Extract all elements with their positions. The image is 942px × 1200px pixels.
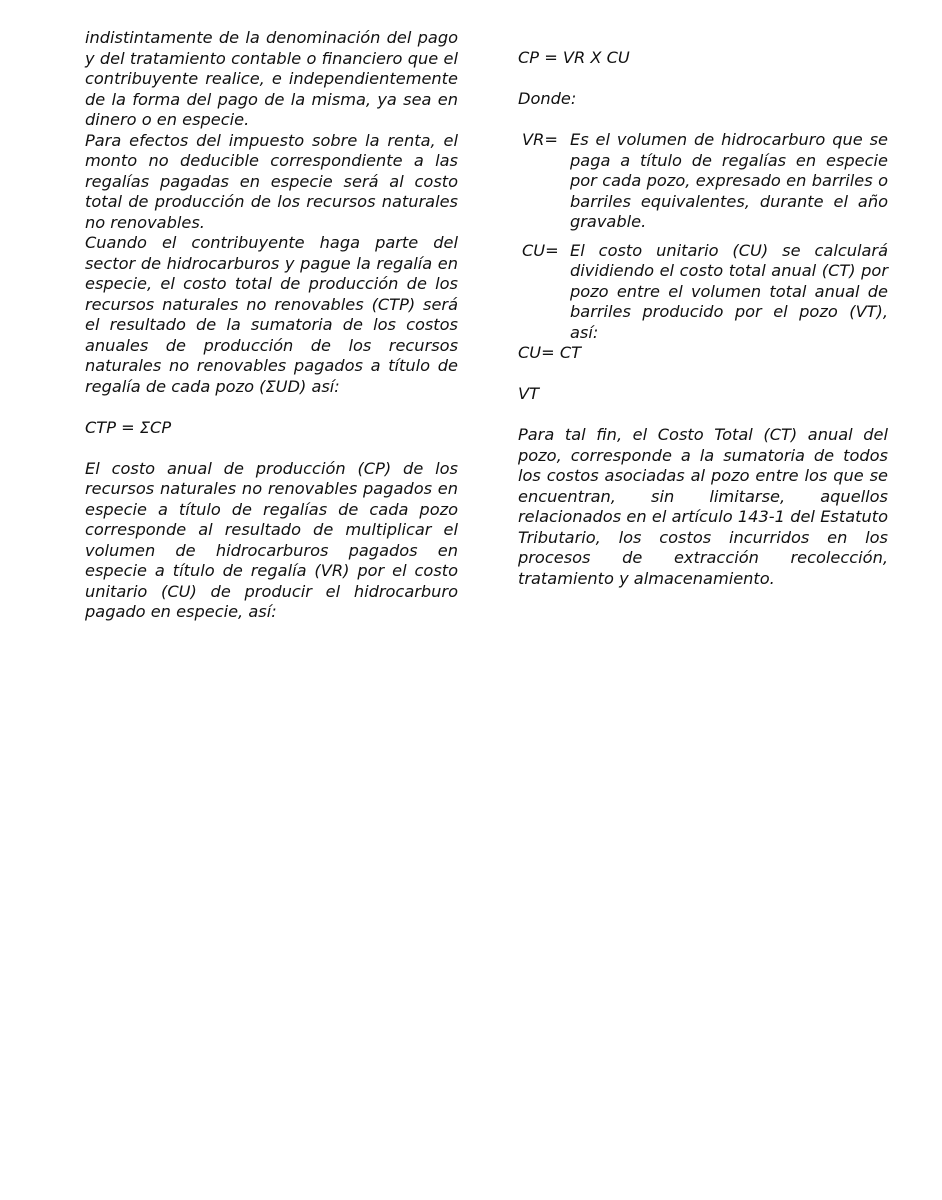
formula-cu-numerator: CU= CT (518, 343, 582, 362)
paragraph-non-deductible-amount: Para efectos del impuesto sobre la renta, el monto no deducible correspondiente a las regalías pagadas en especie será al costo total de producción de los recursos naturales no renovables. (85, 130, 458, 232)
spacer (518, 405, 888, 426)
definition-text: El costo unitario (CU) se calculará dividiendo el costo total anual (CT) por pozo entre el volumen total anual de barriles producido por el pozo (VT), así: (570, 240, 888, 342)
formula-cp: CP = VR X CU (518, 48, 630, 67)
spacer (518, 364, 888, 385)
spacer (85, 397, 458, 418)
definition-vr (522, 130, 888, 233)
paragraph-payment-denomination: indistintamente de la denominación del pago y del tratamiento contable o financiero que el contribuyente realice, e independientemente de la forma del pago de la misma, ya sea en dinero o en especie. (85, 28, 458, 129)
paragraph-hydrocarbon-sector: Cuando el contribuyente haga parte del sector de hidrocarburos y pague la regalía en especie, el costo total de producción de los recursos naturales no renovables (CTP) será el resultado de la sumatoria de los costos anuales de producción de los recursos naturales no renovables pagados a título de regalía de cada pozo (ΣUD) así: (85, 233, 458, 396)
donde-label: Donde: (518, 89, 577, 108)
paragraph-annual-production-cost: El costo anual de producción (CP) de los recursos naturales no renovables pagados en especie a título de regalías de cada pozo corresponde al resultado de multiplicar el volumen de hidrocarburos pagados en especie a título de regalía (VR) por el costo unitario (CU) de producir el hidrocarburo pagado en especie, así: (85, 458, 458, 621)
spacer (85, 438, 458, 459)
paragraph-total-cost: Para tal fin, el Costo Total (CT) anual del pozo, corresponde a la sumatoria de todos los costos asociadas al pozo entre los que se encuentran, sin limitarse, aquellos relacionados en el artículo 143-1 del Estatuto Tributario, los costos incurridos en los procesos de extracción recolección, tratamiento y almacenamiento. (518, 425, 888, 588)
definition-text: Es el volumen de hidrocarburo que se paga a título de regalías en especie por cada pozo, expresado en barriles o barriles equivalentes, durante el año gravable. (570, 130, 888, 231)
formula-ctp: CTP = ΣCP (85, 417, 172, 437)
right-column (518, 48, 888, 589)
definition-cu (522, 241, 888, 344)
definition-term: VR= (522, 130, 558, 149)
spacer (518, 110, 888, 131)
spacer (518, 69, 888, 90)
definition-term: CU= (522, 240, 559, 260)
formula-cu-denominator: VT (518, 384, 539, 403)
spacer (518, 233, 888, 241)
left-column (85, 28, 458, 623)
